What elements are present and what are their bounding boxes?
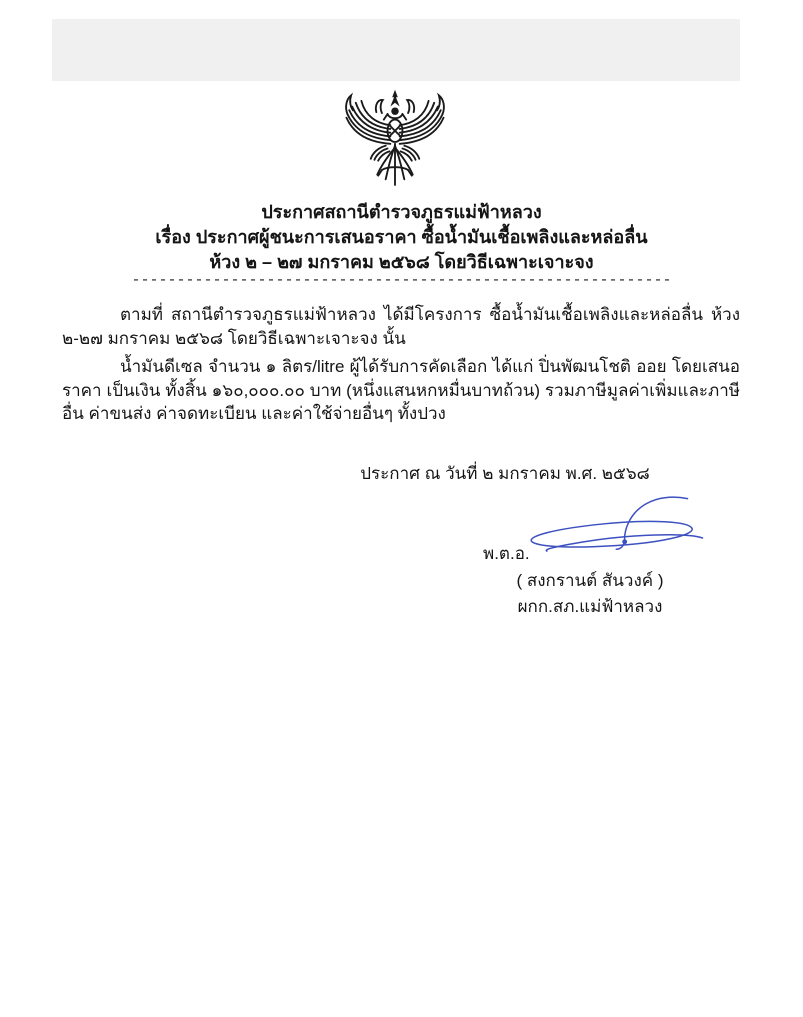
title-line-period: ห้วง ๒ – ๒๗ มกราคม ๒๕๖๘ โดยวิธีเฉพาะเจาะจง: [209, 252, 594, 272]
announcement-date-line: ประกาศ ณ วันที่ ๒ มกราคม พ.ศ. ๒๕๖๘: [360, 464, 650, 483]
title-line-subject: เรื่อง ประกาศผู้ชนะการเสนอราคา ซื้อน้ำมันเชื้อเพลิงและหล่อลื่น: [155, 227, 648, 247]
title-line-issuer: ประกาศสถานีตำรวจภูธรแม่ฟ้าหลวง: [261, 202, 542, 222]
handwritten-signature: [515, 493, 710, 568]
body-paragraph-winner: น้ำมันดีเซล จำนวน ๑ ลิตร/litre ผู้ได้รับการคัดเลือก ได้แก่ ปิ่นพัฒนโชติ ออย โดยเสนอราคา เป็นเงิน ทั้งสิ้น ๑๖๐,๐๐๐.๐๐ บาท (หนึ่งแสนหกหมื่นบาทถ้วน) รวมภาษีมูลค่าเพิ่มและภาษีอื่น ค่าขนส่ง ค่าจดทะเบียน และค่าใช้จ่ายอื่นๆ ทั้งปวง: [62, 357, 740, 423]
announcement-body: [62, 303, 740, 426]
separator-dashes: ------------------------------------------------------------: [131, 272, 672, 289]
announcement-title: [0, 200, 803, 275]
body-paragraph-project: ตามที่ สถานีตำรวจภูธรแม่ฟ้าหลวง ได้มีโครงการ ซื้อน้ำมันเชื้อเพลิงและหล่อลื่น ห้วง ๒-๒๗ มกราคม ๒๕๖๘ โดยวิธีเฉพาะเจาะจง นั้น: [62, 305, 740, 348]
signer-position: ผกก.สภ.แม่ฟ้าหลวง: [517, 597, 663, 616]
signer-block: [495, 568, 685, 620]
garuda-emblem-icon: [339, 86, 451, 198]
signer-name: ( สงกรานต์ สันวงค์ ): [516, 571, 664, 590]
header-placeholder-bar: [52, 19, 740, 81]
signer-rank-prefix: พ.ต.อ.: [483, 544, 530, 563]
